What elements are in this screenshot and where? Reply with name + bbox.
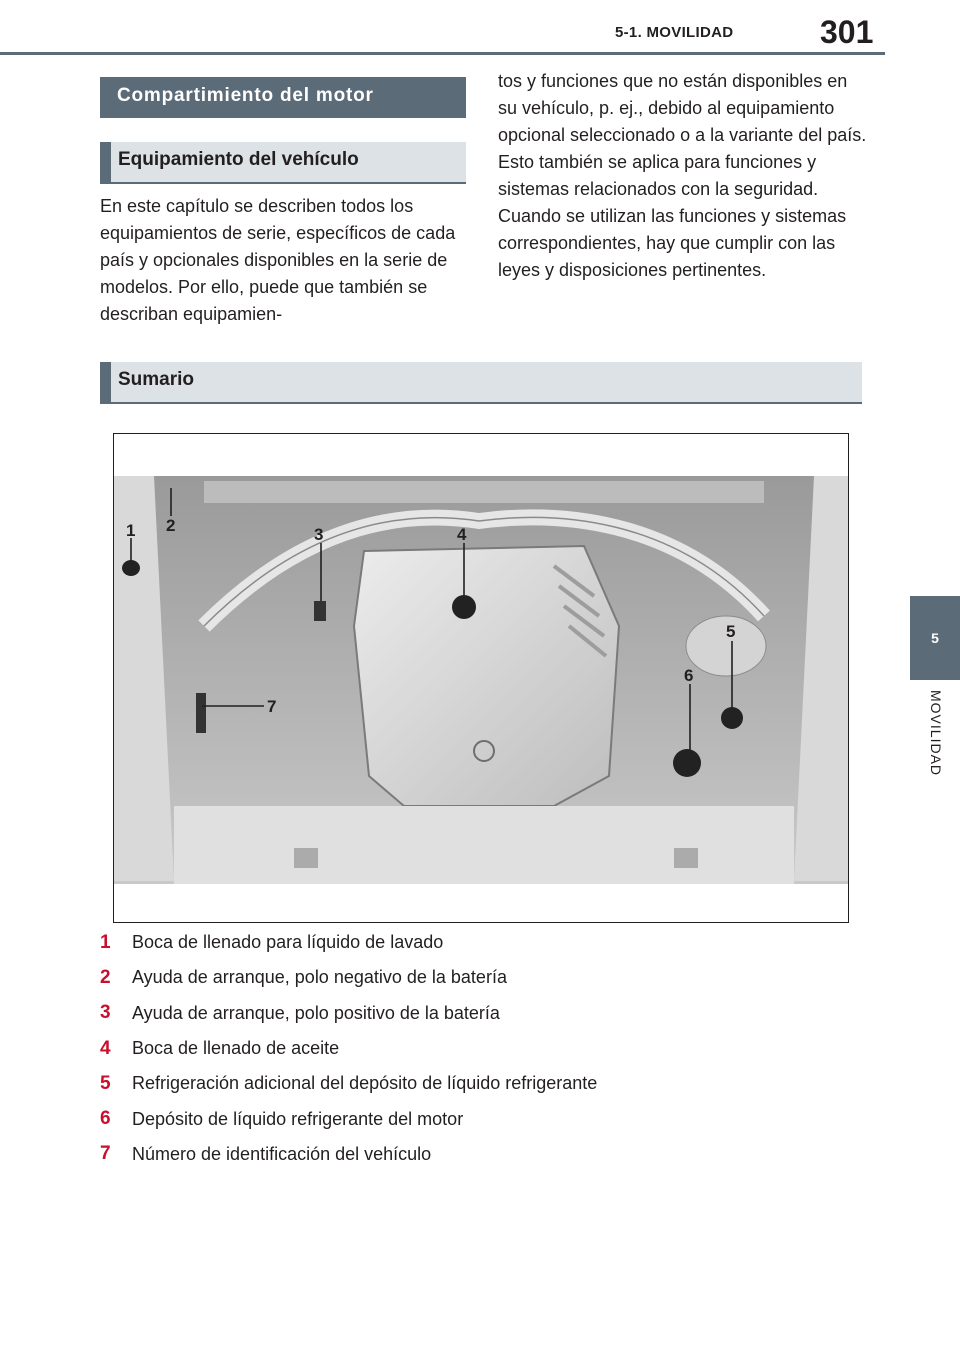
- legend-text: Refrigeración adicional del depósito de líquido refrigerante: [132, 1073, 598, 1094]
- engine-bay-illustration: [114, 476, 848, 884]
- legend-number: 2: [100, 966, 111, 988]
- engine-bay-figure: [113, 433, 849, 923]
- oil-filler-cap: [452, 595, 476, 619]
- callout-6: 6: [684, 666, 694, 685]
- battery-positive-terminal: [314, 601, 326, 621]
- coolant-reservoir-cap: [673, 749, 701, 777]
- hood-latch-right: [674, 848, 698, 868]
- chapter-tab: 5: [910, 596, 960, 680]
- legend-text: Ayuda de arranque, polo negativo de la batería: [132, 967, 507, 988]
- callout-5: 5: [726, 622, 736, 641]
- vin-plate: [196, 693, 206, 733]
- header-rule: [0, 52, 885, 55]
- callout-7: 7: [267, 697, 277, 716]
- list-item: [100, 1137, 860, 1172]
- hood-latch-left: [294, 848, 318, 868]
- auxiliary-coolant-cap: [721, 707, 743, 729]
- legend-text: Número de identificación del vehículo: [132, 1143, 432, 1164]
- legend-text: Boca de llenado para líquido de lavado: [132, 932, 444, 953]
- legend-number: 1: [100, 931, 111, 953]
- legend-text: Depósito de líquido refrigerante del motor: [132, 1108, 464, 1129]
- section-title-main: Compartimiento del motor: [100, 77, 466, 118]
- callout-3: 3: [314, 525, 324, 544]
- legend-number: 7: [100, 1143, 111, 1165]
- callout-1: 1: [126, 521, 136, 540]
- list-item: [100, 1031, 860, 1066]
- legend-text: Ayuda de arranque, polo positivo de la batería: [132, 1002, 500, 1023]
- body-text-left: En este capítulo se describen todos los equipamientos de serie, específicos de cada país y opcionales disponibles en la serie de modelos. Por ello, puede que también se describan equipamien-: [100, 196, 456, 324]
- list-item: [100, 960, 860, 995]
- front-bumper: [174, 806, 794, 884]
- running-header-section: 5-1. MOVILIDAD: [615, 24, 734, 41]
- page-number: 301: [820, 14, 874, 50]
- chapter-tab-label: MOVILIDAD: [928, 690, 944, 777]
- legend-list: [100, 925, 860, 1172]
- list-item: [100, 1101, 860, 1136]
- legend-number: 4: [100, 1037, 111, 1059]
- legend-number: 6: [100, 1108, 111, 1130]
- callout-4: 4: [457, 525, 467, 544]
- section-title-summary: Sumario: [100, 362, 862, 404]
- list-item: [100, 996, 860, 1031]
- legend-number: 5: [100, 1072, 111, 1094]
- section-title-equipment: Equipamiento del vehículo: [100, 142, 466, 184]
- callout-2: 2: [166, 516, 176, 535]
- list-item: [100, 1066, 860, 1101]
- list-item: [100, 925, 860, 960]
- legend-text: Boca de llenado de aceite: [132, 1038, 340, 1059]
- body-text-right: tos y funciones que no están disponibles en su vehículo, p. ej., debido al equipamiento opcional seleccionado o a la variante del país. Esto también se aplica para funciones y sistemas relacionados con la seguridad. Cuando se utilizan las funciones y sistemas correspondientes, hay que cumplir con las leyes y disposiciones pertinentes.: [498, 71, 867, 280]
- cowl-panel: [204, 481, 764, 503]
- legend-number: 3: [100, 1002, 111, 1024]
